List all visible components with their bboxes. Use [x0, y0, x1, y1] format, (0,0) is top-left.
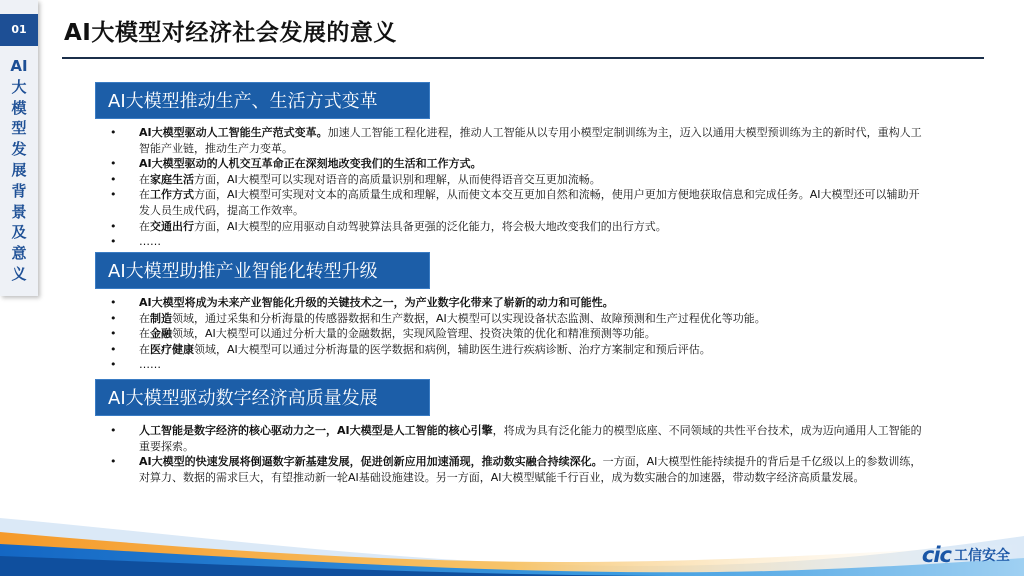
section-2-bullets: [110, 295, 922, 373]
vertical-title-char: 及: [11, 223, 27, 242]
bullet-text: 在: [139, 188, 150, 202]
bullet-text: 一方面，AI大模型性能持续提升的背后是千亿级以上的参数训练，对算力、数据的需求巨大，有望推动新一轮AI基础设施建设。另一方面，AI大模型赋能千行百业，成为数实融合的加速器，带动数字经济高质量发展。: [139, 455, 922, 484]
bullet-text: 方面，AI大模型可实现对文本的高质量生成和理解，从而使文本交互更加自然和流畅，使用户更加方便地获取信息和完成任务。AI大模型还可以辅助开发人员生成代码，提高工作效率。: [139, 188, 920, 217]
bullet-item: [110, 234, 922, 250]
bullet-item: [110, 311, 922, 327]
bullet-bold-text: 医疗健康: [150, 342, 194, 356]
bullet-text: 领域，AI大模型可以通过分析大量的金融数据，实现风险管理、投资决策的优化和精准预测等功能。: [172, 327, 656, 341]
side-tab: [0, 0, 38, 296]
bullet-bold-text: 交通出行: [150, 219, 194, 233]
bullet-text: 方面，AI大模型的应用驱动自动驾驶算法具备更强的泛化能力，将会极大地改变我们的出行方式。: [194, 219, 667, 233]
bullet-text: 在: [139, 219, 150, 233]
bullet-text: 在: [139, 327, 150, 341]
footer-wave: [0, 496, 1024, 576]
logo-mark: cic: [921, 543, 951, 567]
section-heading-3: AI大模型驱动数字经济高质量发展: [95, 379, 430, 416]
chapter-vertical-title: [0, 56, 38, 285]
bullet-item: [110, 342, 922, 358]
bullet-item: [110, 172, 922, 188]
bullet-item: [110, 219, 922, 235]
bullet-bold-text: 制造: [150, 311, 172, 325]
vertical-title-char: 意: [11, 244, 27, 263]
bullet-bold-text: 工作方式: [150, 188, 194, 202]
bullet-bold-text: AI大模型驱动人工智能生产范式变革。: [139, 126, 328, 139]
bullet-text: 在: [139, 172, 150, 186]
bullet-item: [110, 156, 922, 172]
vertical-title-char: 展: [11, 160, 27, 179]
bullet-bold-text: AI大模型驱动的人机交互革命正在深刻地改变我们的生活和工作方式。: [139, 157, 482, 171]
bullet-item: [110, 454, 922, 485]
bullet-bold-text: 金融: [150, 327, 172, 341]
logo-name: 工信安全: [954, 548, 1010, 564]
bullet-item: [110, 295, 922, 311]
section-3-bullets: [110, 423, 922, 485]
vertical-title-char: 发: [11, 140, 27, 159]
vertical-title-char: 义: [11, 264, 27, 283]
bullet-item: [110, 423, 922, 454]
bullet-bold-text: 人工智能是数字经济的核心驱动力之一，AI大模型是人工智能的核心引擎: [139, 424, 493, 437]
bullet-bold-text: AI大模型的快速发展将倒逼数字新基建发展，促进创新应用加速涌现，推动数实融合持续深化。: [139, 455, 603, 469]
vertical-title-char: 模: [11, 98, 27, 117]
vertical-title-char: 景: [11, 202, 27, 221]
brand-logo: [922, 544, 1010, 566]
bullet-bold-text: AI大模型将成为未来产业智能化升级的关键技术之一，为产业数字化带来了崭新的动力和可能性。: [139, 296, 614, 309]
section-1-bullets: [110, 125, 922, 250]
vertical-title-char: 型: [11, 119, 27, 138]
bullet-text: ……: [139, 358, 161, 372]
bullet-item: [110, 326, 922, 342]
vertical-title-char: 背: [11, 181, 27, 200]
section-heading-2: AI大模型助推产业智能化转型升级: [95, 252, 430, 289]
bullet-bold-text: 家庭生活: [150, 172, 194, 186]
bullet-item: [110, 125, 922, 156]
bullet-text: 在: [139, 342, 150, 356]
bullet-item: [110, 357, 922, 373]
bullet-text: ，将成为具有泛化能力的模型底座、不同领域的共性平台技术，成为迈向通用人工智能的重要探索。: [139, 424, 922, 453]
section-heading-1: AI大模型推动生产、生活方式变革: [95, 82, 430, 119]
bullet-text: 加速人工智能工程化进程，推动人工智能从以专用小模型定制训练为主，迈入以通用大模型预训练为主的新时代，重构人工智能产业链，推动生产力变革。: [139, 126, 922, 155]
vertical-title-char: 大: [11, 77, 27, 96]
bullet-text: ……: [139, 235, 161, 249]
title-divider: [62, 57, 984, 59]
page-title: AI大模型对经济社会发展的意义: [64, 20, 397, 46]
bullet-text: 领域，AI大模型可以通过分析海量的医学数据和病例，辅助医生进行疾病诊断、治疗方案制定和预后评估。: [194, 342, 711, 356]
bullet-item: [110, 187, 922, 218]
bullet-text: 在: [139, 311, 150, 325]
chapter-number: 01: [0, 14, 38, 46]
vertical-title-char: AI: [10, 57, 28, 75]
bullet-text: 方面，AI大模型可以实现对语音的高质量识别和理解，从而使得语音交互更加流畅。: [194, 172, 601, 186]
bullet-text: 领域，通过采集和分析海量的传感器数据和生产数据，AI大模型可以实现设备状态监测、故障预测和生产过程优化等功能。: [172, 311, 766, 325]
